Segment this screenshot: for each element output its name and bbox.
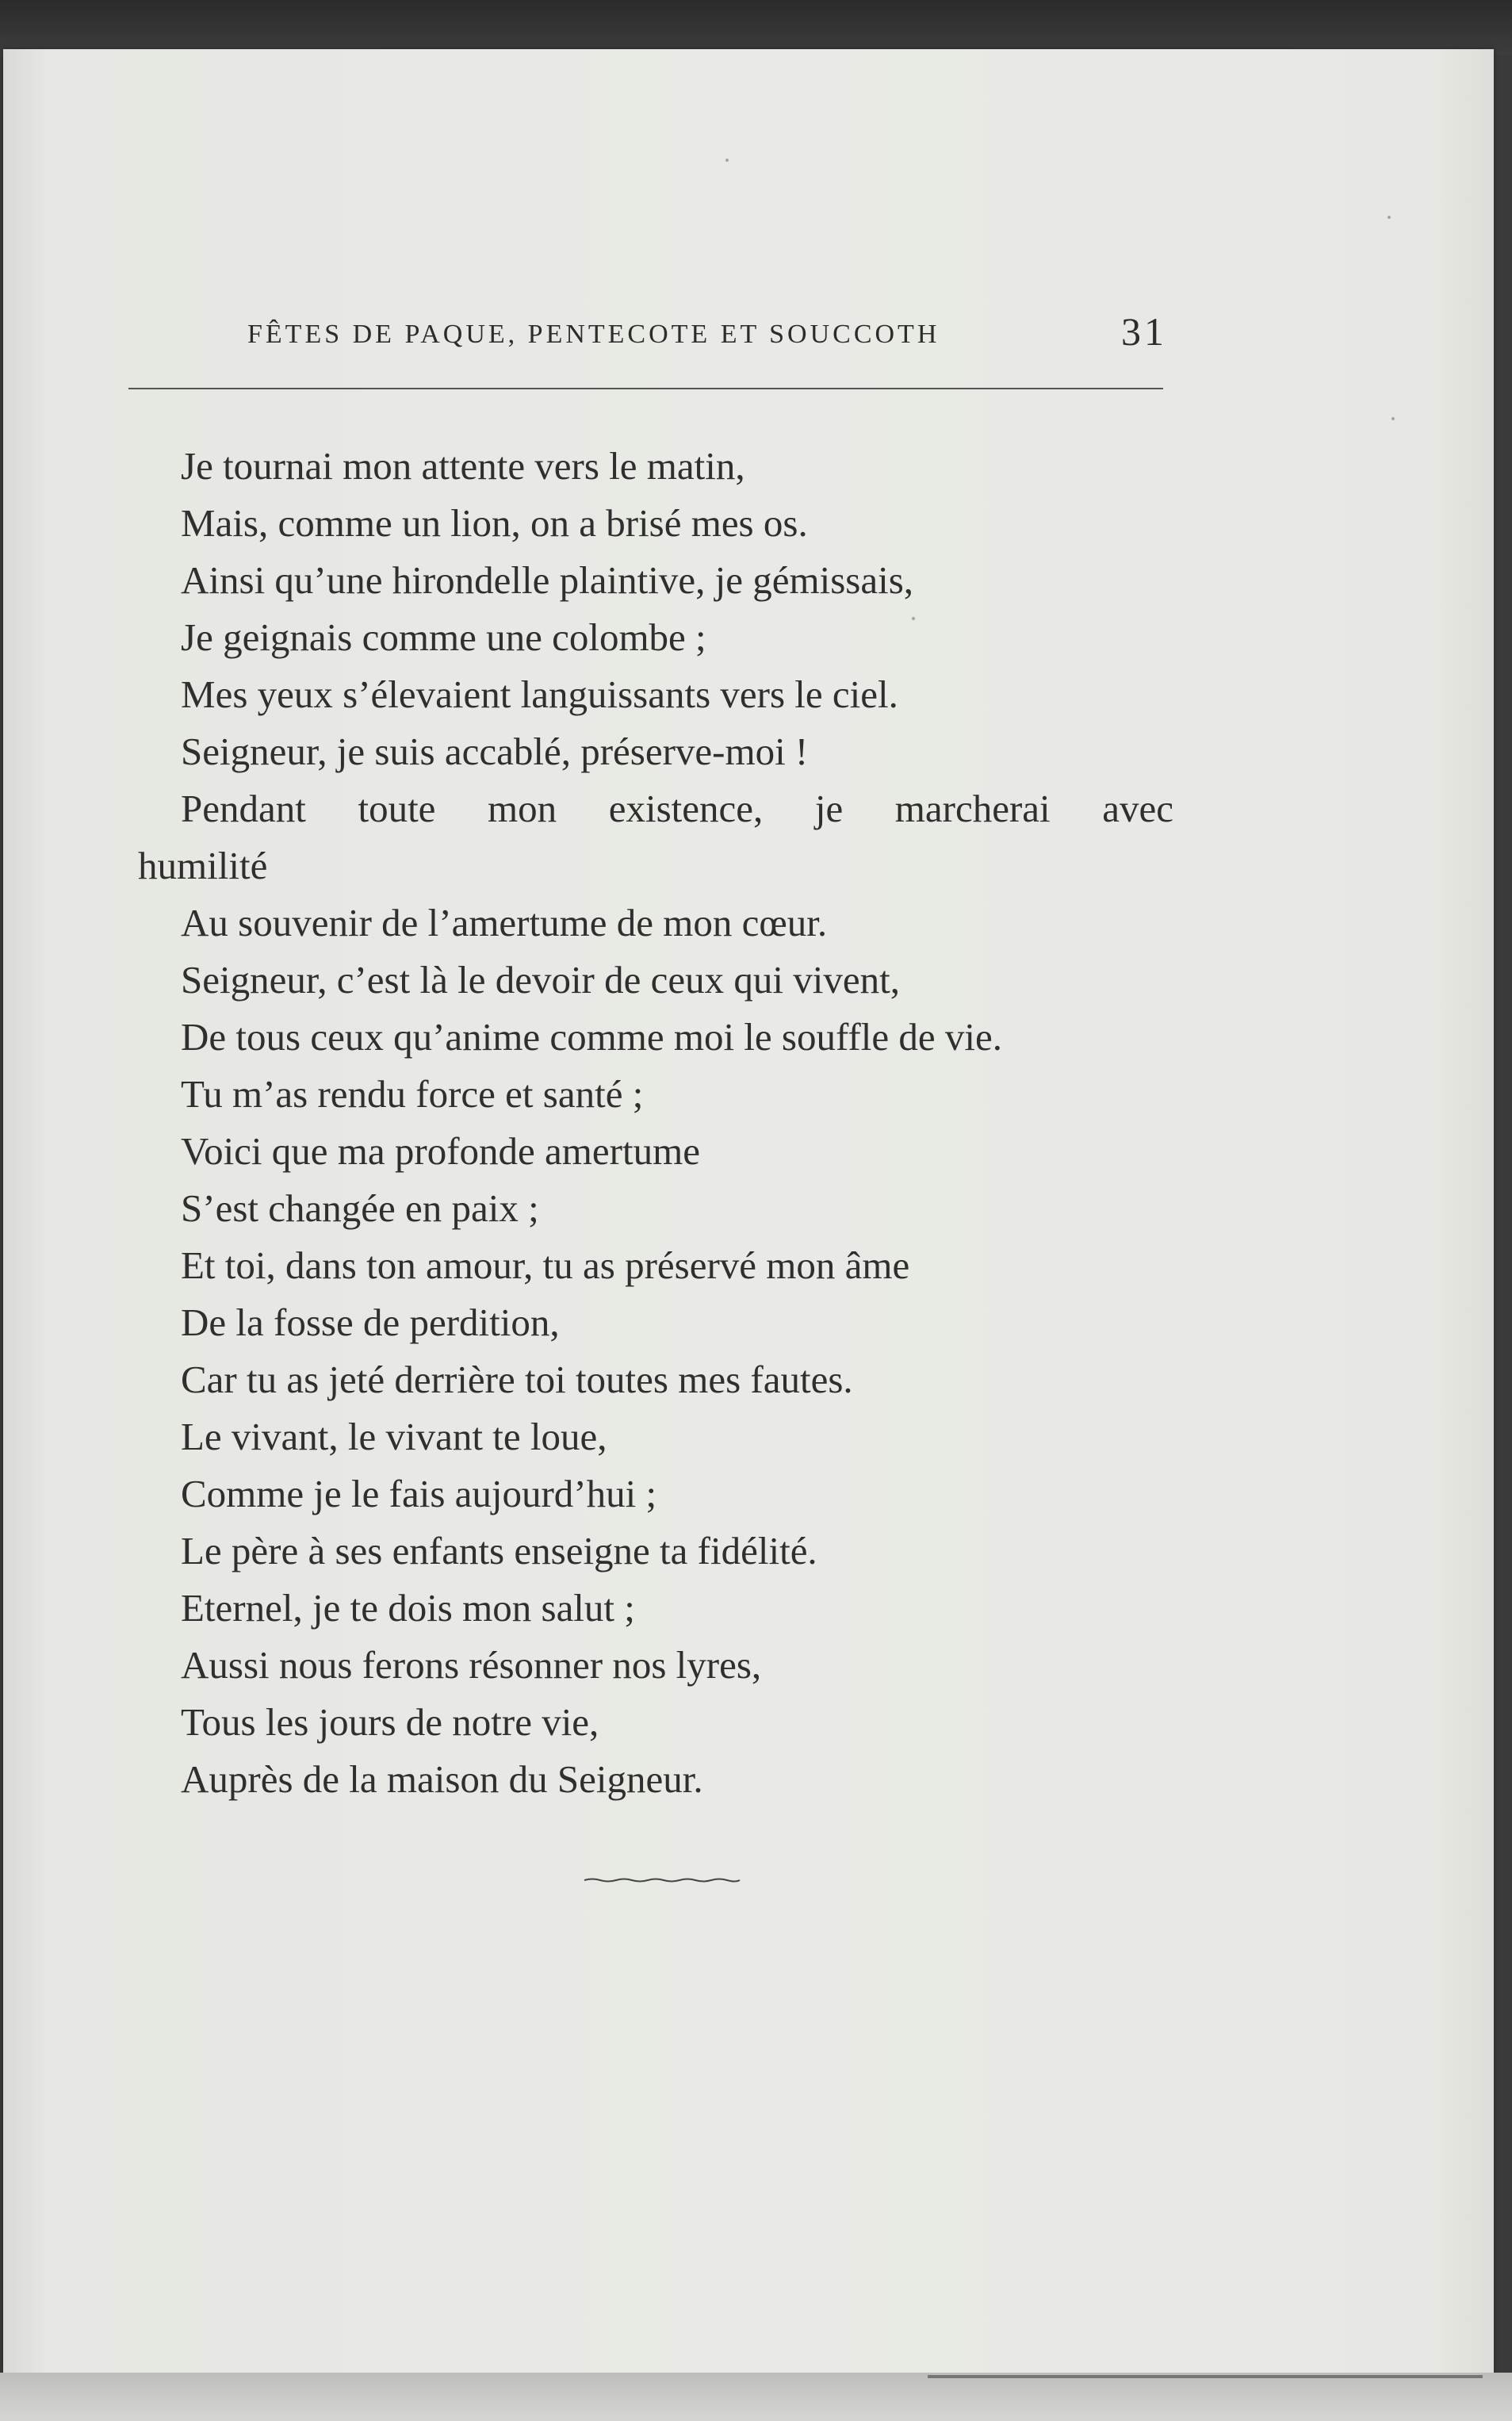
poem-line: Et toi, dans ton amour, tu as préservé mon âme — [181, 1243, 910, 1287]
paper-speck — [1391, 417, 1395, 420]
poem-line: Mes yeux s’élevaient languissants vers le ciel. — [181, 672, 898, 716]
poem-line: Aussi nous ferons résonner nos lyres, — [181, 1643, 762, 1687]
poem-line: Comme je le fais aujourd’hui ; — [181, 1472, 657, 1515]
poem-line: Mais, comme un lion, on a brisé mes os. — [181, 501, 808, 545]
page-number: 31 — [1121, 309, 1167, 354]
poem-line: Seigneur, c’est là le devoir de ceux qui vivent, — [181, 958, 900, 1002]
running-head — [247, 311, 1167, 358]
poem-line: Je tournai mon attente vers le matin, — [181, 444, 745, 488]
poem-line-continuation: humilité — [138, 844, 268, 887]
paper-speck — [912, 617, 915, 620]
poem-line: Voici que ma profonde amertume — [181, 1129, 700, 1173]
poem-line: Auprès de la maison du Seigneur. — [181, 1757, 703, 1801]
poem-line: Le père à ses enfants enseigne ta fidélité. — [181, 1529, 817, 1573]
poem-line: S’est changée en paix ; — [181, 1186, 539, 1230]
paper-speck — [725, 159, 729, 162]
poem-line: Tous les jours de notre vie, — [181, 1700, 599, 1744]
poem-line: De tous ceux qu’anime comme moi le souffle de vie. — [181, 1015, 1002, 1059]
poem-text — [135, 438, 1173, 1808]
poem-line: Pendant toute mon existence, je marcherai avec — [181, 787, 1173, 830]
poem-line: Seigneur, je suis accablé, préserve-moi ! — [181, 730, 809, 773]
page-edge-shadow — [928, 2375, 1483, 2378]
poem-line: Ainsi qu’une hirondelle plaintive, je gémissais, — [181, 558, 914, 602]
photo-background — [0, 0, 1512, 56]
paper-speck — [1388, 216, 1391, 219]
running-head-title: FÊTES DE PAQUE, PENTECOTE ET SOUCCOTH — [247, 320, 940, 349]
poem-line: Car tu as jeté derrière toi toutes mes fautes. — [181, 1358, 853, 1401]
end-ornament — [583, 1878, 741, 1883]
tail-ornament-icon — [583, 1878, 741, 1883]
poem-line: Eternel, je te dois mon salut ; — [181, 1586, 635, 1630]
header-rule — [128, 388, 1163, 389]
poem-line: Le vivant, le vivant te loue, — [181, 1415, 607, 1458]
page-stack-edge — [0, 2373, 1512, 2421]
poem-line: De la fosse de perdition, — [181, 1301, 560, 1344]
poem-line: Au souvenir de l’amertume de mon cœur. — [181, 901, 828, 944]
poem-line: Je geignais comme une colombe ; — [181, 615, 706, 659]
poem-line: Tu m’as rendu force et santé ; — [181, 1072, 644, 1116]
